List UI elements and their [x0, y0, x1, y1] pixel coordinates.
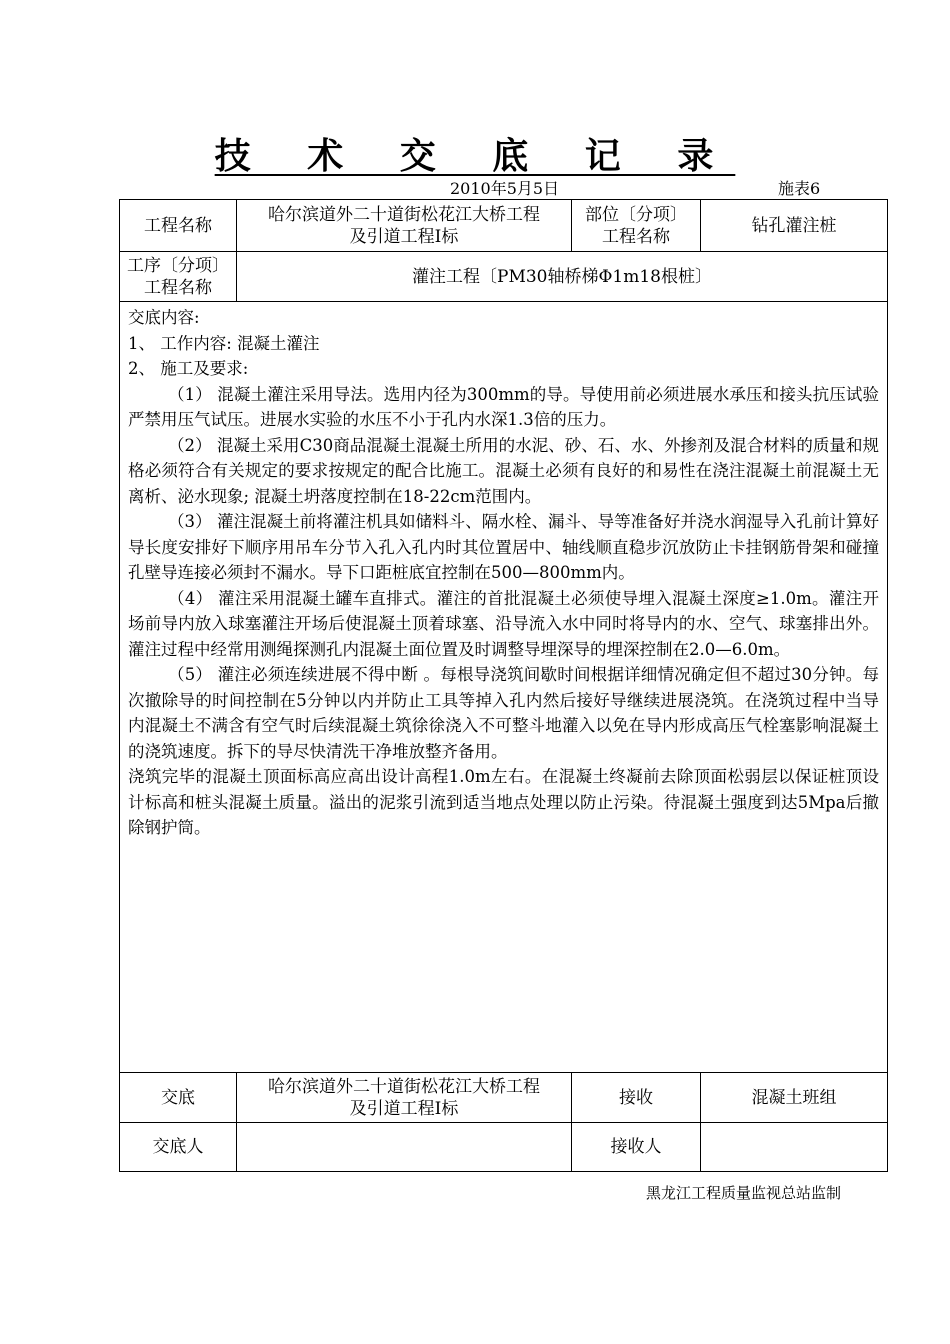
project-name-label: 工程名称	[120, 200, 237, 252]
handover-content	[120, 302, 888, 1073]
record-date: 2010年5月5日	[450, 179, 560, 198]
content-row	[120, 302, 888, 1073]
part-label-line-2: 工程名称	[602, 226, 670, 247]
content-item-1: 1、 工作内容: 混凝土灌注	[128, 333, 320, 353]
content-paragraph-2: （2） 混凝土采用C30商品混凝土混凝土所用的水泥、砂、石、水、外掺剂及混合材料的质量和规格必须符合有关规定的要求按规定的配合比施工。混凝土必须有良好的和易性在浇注混凝土前混凝土无离析、泌水现象; 混凝土坍落度控制在18-22cm范围内。	[128, 435, 879, 506]
supervisor-footer: 黑龙江工程质量监视总站监制	[646, 1184, 842, 1202]
receiver-value	[701, 1123, 888, 1172]
content-paragraph-3: （3） 灌注混凝土前将灌注机具如储料斗、隔水栓、漏斗、导等准备好并浇水润湿导入孔前计算好导长度安排好下顺序用吊车分节入孔入孔内时其位置居中、轴线顺直稳步沉放防止卡挂钢筋骨架和碰撞孔壁导连接必须封不漏水。导下口距桩底宜控制在500—800mm内。	[128, 512, 879, 582]
signature-row	[120, 1123, 888, 1172]
part-label-line-1: 部位〔分项〕	[585, 204, 687, 225]
project-name-line-1: 哈尔滨道外二十道街松花江大桥工程	[268, 204, 540, 225]
project-row	[120, 200, 888, 252]
handover-value-line-1: 哈尔滨道外二十道街松花江大桥工程	[268, 1076, 540, 1097]
content-paragraph-4: （4） 灌注采用混凝土罐车直排式。灌注的首批混凝土必须使导埋入混凝土深度≥1.0m。灌注开场前导内放入球塞灌注开场后使混凝土顶着球塞、沿导流入水中同时将导内的水、空气、球塞排出外。灌注过程中经常用测绳探测孔内混凝土面位置及时调整导埋深导的埋深控制在2.0—6.0m。	[128, 588, 879, 659]
handover-person-label: 交底人	[120, 1123, 237, 1172]
content-paragraph-1: （1） 混凝土灌注采用导法。选用内径为300mm的导。导使用前必须进展水承压和接头抗压试验严禁用压气试压。进展水实验的水压不小于孔内水深1.3倍的压力。	[128, 384, 879, 429]
process-name-label	[120, 252, 237, 302]
content-final-paragraph: 浇筑完毕的混凝土顶面标高应高出设计高程1.0m左右。在混凝土终凝前去除顶面松弱层以保证桩顶设计标高和桩头混凝土质量。溢出的泥浆引流到适当地点处理以防止污染。待混凝土强度到达5Mpa后撤除钢护筒。	[128, 767, 879, 837]
process-row	[120, 252, 888, 302]
handover-value	[237, 1073, 572, 1123]
content-heading: 交底内容:	[128, 308, 200, 327]
receiver-label: 接收人	[572, 1123, 701, 1172]
part-name-label	[572, 200, 701, 252]
form-number: 施表6	[778, 179, 821, 198]
handover-label: 交底	[120, 1073, 237, 1123]
process-label-line-2: 工程名称	[144, 277, 212, 298]
project-name-value	[237, 200, 572, 252]
handover-person-value	[237, 1123, 572, 1172]
handover-row	[120, 1073, 888, 1123]
receive-label: 接收	[572, 1073, 701, 1123]
receive-value: 混凝土班组	[701, 1073, 888, 1123]
project-name-line-2: 及引道工程Ⅰ标	[349, 226, 459, 247]
content-item-2: 2、 施工及要求:	[128, 359, 249, 378]
content-paragraph-5: （5） 灌注必须连续进展不得中断 。每根导浇筑间歇时间根据详细情况确定但不超过30分钟。每次撤除导的时间控制在5分钟以内并防止工具等掉入孔内然后接好导继续进展浇筑。在浇筑过程中当导内混凝土不满含有空气时后续混凝土筑徐徐浇入不可整斗地灌入以免在导内形成高压气栓塞影响混凝土的浇筑速度。拆下的导尽快清洗干净堆放整齐备用。	[128, 665, 879, 761]
process-name-value: 灌注工程〔PM30轴桥梯Φ1m18根桩〕	[237, 252, 888, 302]
record-table	[119, 199, 888, 1172]
part-name-value: 钻孔灌注桩	[701, 200, 888, 252]
page-title: 技 术 交 底 记 录	[214, 135, 736, 177]
handover-value-line-2: 及引道工程Ⅰ标	[349, 1098, 459, 1119]
process-label-line-1: 工序〔分项〕	[127, 255, 229, 276]
